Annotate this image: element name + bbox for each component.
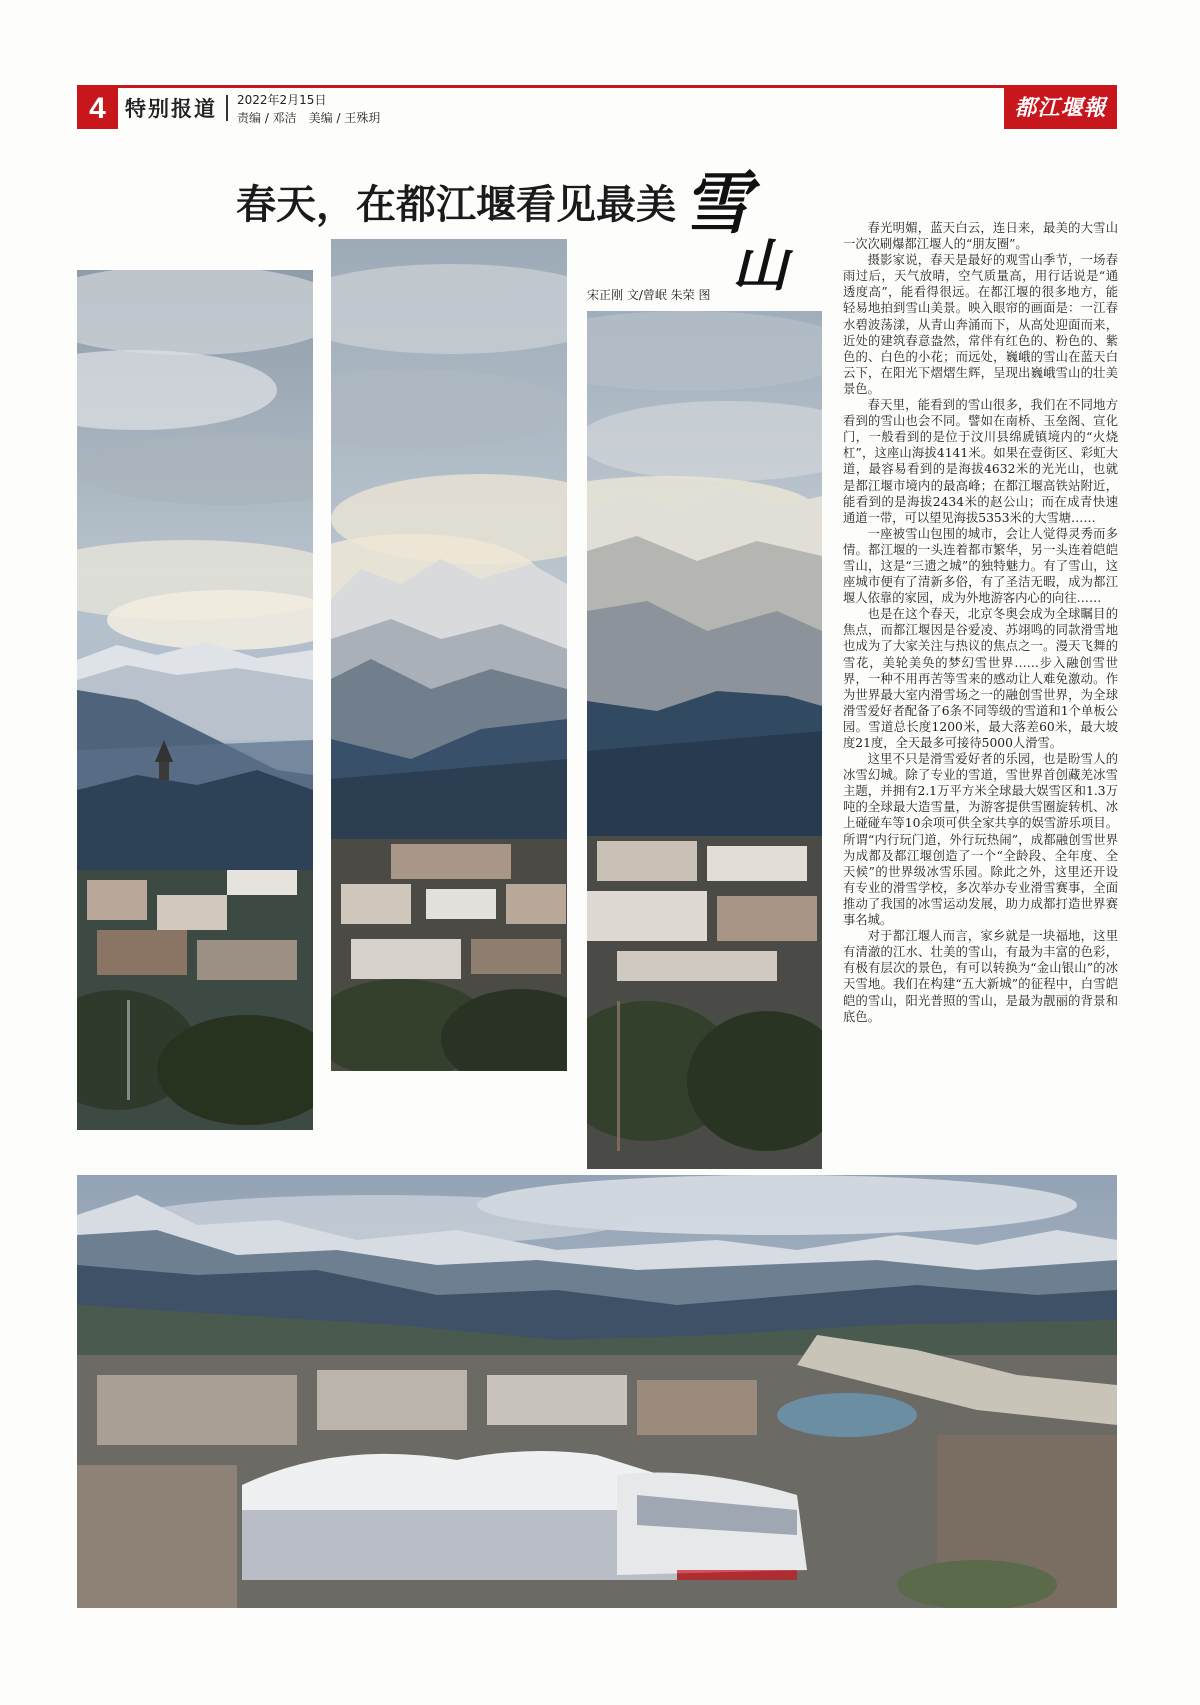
header-rule bbox=[77, 85, 1117, 88]
photo-snow-mountain-city bbox=[587, 311, 822, 1169]
article-paragraph: 春光明媚，蓝天白云，连日来，最美的大雪山一次次刷爆都江堰人的“朋友圈”。 bbox=[843, 221, 1118, 252]
editor-credits: 责编 / 邓洁 美编 / 王殊玥 bbox=[237, 111, 381, 125]
section-title: 特别报道 bbox=[125, 97, 217, 121]
header-divider bbox=[226, 95, 228, 121]
photo-snow-mountain-pagoda bbox=[77, 270, 313, 1130]
photo-aerial-panorama-ski-resort bbox=[77, 1175, 1117, 1608]
page-header bbox=[77, 85, 1117, 129]
article-body bbox=[843, 220, 1118, 1025]
article-paragraph: 摄影家说，春天是最好的观雪山季节，一场春雨过后，天气放晴，空气质量高，用行话说是“通透度高”，能看得很远。在都江堰的很多地方，能轻易地拍到雪山美景。映入眼帘的画面是：一江春水碧波荡漾，从青山奔涌而下，从高处迎面而来，近处的建筑春意盎然，常伴有红色的、粉色的、紫色的、白色的小花；而远处，巍峨的雪山在蓝天白云下，在阳光下熠熠生辉，呈现出巍峨雪山的壮美景色。 bbox=[843, 253, 1118, 396]
page-number: 4 bbox=[77, 88, 118, 129]
article-paragraph: 这里不只是滑雪爱好者的乐园，也是盼雪人的冰雪幻城。除了专业的雪道，雪世界首创藏羌冰雪主题，并拥有2.1万平方米全球最大娱雪区和1.3万吨的全球最大造雪量，为游客提供雪圈旋转机、冰上碰碰车等10余项可供全家共享的娱雪游乐项目。所谓“内行玩门道，外行玩热闹”，成都融创雪世界为成都及都江堰创造了一个“全龄段、全年度、全天候”的世界级冰雪乐园。除此之外，这里还开设有专业的滑雪学校，多次举办专业滑雪赛事，全面推动了我国的冰雪运动发展，助力成都打造世界赛事名城。 bbox=[843, 752, 1118, 928]
issue-date: 2022年2月15日 bbox=[237, 93, 327, 107]
byline: 宋正刚 文/曾岷 朱荣 图 bbox=[587, 288, 711, 302]
article-paragraph: 一座被雪山包围的城市，会让人觉得灵秀而多情。都江堰的一头连着都市繁华，另一头连着皑皑雪山，这是“三遗之城”的独特魅力。有了雪山，这座城市便有了清新多俗，有了圣洁无暇，成为都江堰人依靠的家园，成为外地游客内心的向往…… bbox=[843, 526, 1118, 606]
photo-snow-mountain-clouds bbox=[331, 239, 567, 1071]
headline-char-mountain: 山 bbox=[732, 233, 788, 299]
headline-char-snow: 雪 bbox=[683, 164, 752, 244]
article-paragraph: 春天里，能看到的雪山很多，我们在不同地方看到的雪山也会不同。譬如在南桥、玉垒阁、宣化门，一般看到的是位于汶川县绵虒镇境内的“火烧杠”，这座山海拔4141米。如果在壹街区、彩虹大道，最容易看到的是海拔4632米的光光山，也就是都江堰市境内的最高峰；在都江堰高铁站附近，能看到的是海拔2434米的赵公山；而在成青快速通道一带，可以望见海拔5353米的大雪塘…… bbox=[843, 398, 1118, 525]
article-paragraph: 也是在这个春天，北京冬奥会成为全球瞩目的焦点，而都江堰因是谷爱凌、苏翊鸣的同款滑雪地也成为了大家关注与热议的焦点之一。漫天飞舞的雪花，美轮美奂的梦幻雪世界……步入融创雪世界，一种不用再苦等雪来的感动让人难免激动。作为世界最大室内滑雪场之一的融创雪世界，为全球滑雪爱好者配备了6条不同等级的雪道和1个单板公园。雪道总长度1200米，最大落差60米，最大坡度21度，全天最多可接待5000人滑雪。 bbox=[843, 607, 1118, 750]
article-headline: 春天，在都江堰看见最美 bbox=[236, 181, 676, 228]
article-paragraph: 对于都江堰人而言，家乡就是一块福地，这里有清澈的江水、壮美的雪山，有最为丰富的色彩，有极有层次的景色，有可以转换为“金山银山”的冰天雪地。我们在构建“五大新城”的征程中，白雪皑皑的雪山，阳光普照的雪山，是最为靓丽的背景和底色。 bbox=[843, 929, 1118, 1024]
newspaper-masthead: 都江堰報 bbox=[1004, 88, 1117, 129]
